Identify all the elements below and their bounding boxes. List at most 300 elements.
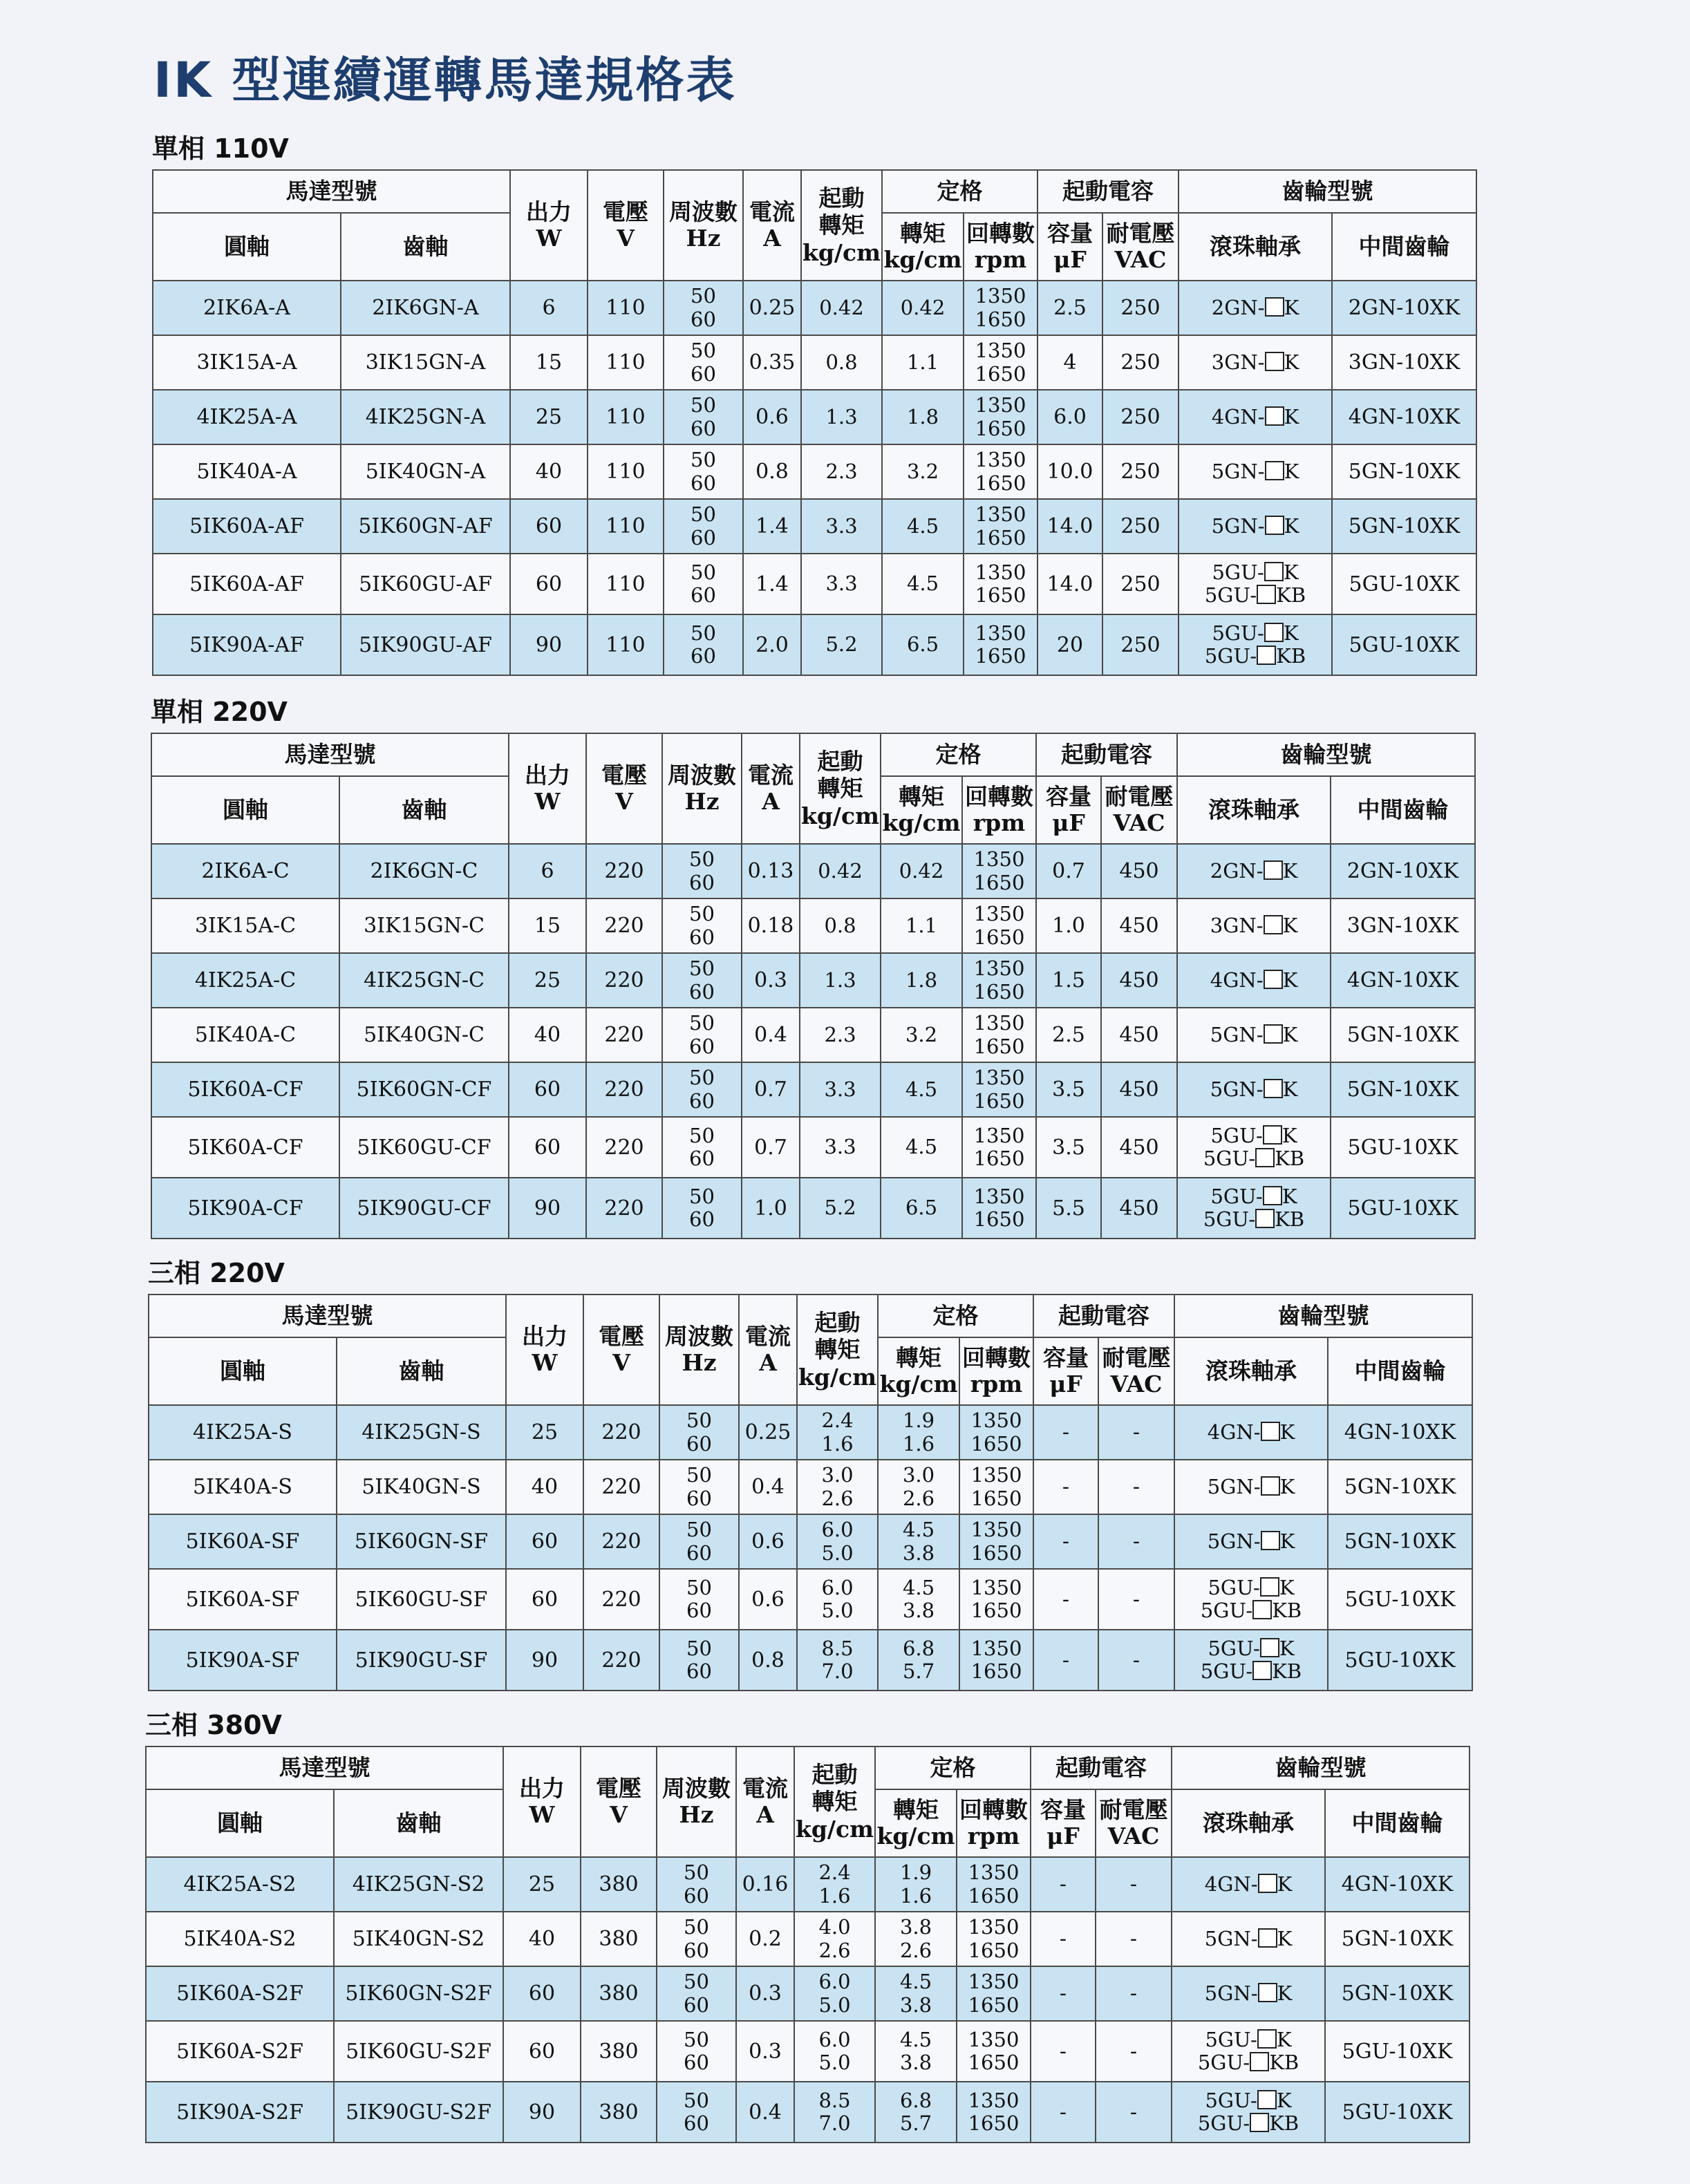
gear-shaft-cell: 4IK25GN-A (341, 390, 510, 444)
withstand-voltage-cell: 250 (1102, 281, 1179, 335)
blank-square-icon (1257, 646, 1276, 665)
blank-square-icon (1264, 915, 1283, 934)
voltage-cell: 380 (581, 1966, 657, 2021)
start-torque-cell: 3.3 (800, 1117, 881, 1178)
round-shaft-cell: 5IK90A-CF (151, 1178, 339, 1239)
gear-shaft-cell: 2IK6GN-C (339, 844, 509, 898)
ball-bearing-cell: 4GN- K (1179, 390, 1332, 444)
header-output: 出力 W (503, 1747, 581, 1857)
capacity-cell: 0.7 (1036, 844, 1101, 898)
output-cell: 90 (506, 1630, 583, 1691)
header-frequency: 周波數 Hz (662, 733, 742, 844)
middle-gear-cell: 5GN-10XK (1328, 1460, 1472, 1514)
start-torque-cell: 2.3 (800, 1008, 881, 1062)
capacity-cell: 3.5 (1036, 1117, 1101, 1178)
voltage-cell: 220 (583, 1514, 659, 1569)
voltage-cell: 110 (588, 554, 664, 614)
speed-cell: 1350 1650 (962, 953, 1036, 1008)
withstand-voltage-cell: 450 (1101, 1008, 1177, 1062)
current-cell: 0.3 (742, 953, 800, 1008)
start-torque-cell: 6.0 5.0 (797, 1514, 878, 1569)
header-ball-bearing: 滾珠軸承 (1174, 1337, 1328, 1405)
output-cell: 90 (503, 2082, 581, 2143)
header-current: 電流 A (743, 170, 801, 281)
middle-gear-cell: 4GN-10XK (1325, 1857, 1470, 1912)
header-speed: 回轉數 rpm (959, 1337, 1033, 1405)
capacity-cell: 3.5 (1036, 1062, 1101, 1117)
section-title: 單相 110V (152, 133, 289, 164)
table-row (146, 1912, 1470, 1966)
output-cell: 60 (503, 2021, 581, 2082)
page-title: IK 型連續運轉馬達規格表 (153, 52, 737, 109)
header-withstand-voltage: 耐電壓 VAC (1101, 776, 1177, 844)
table-body (146, 1857, 1470, 2143)
blank-square-icon (1261, 1476, 1280, 1496)
speed-cell: 1350 1650 (957, 2021, 1031, 2082)
rated-torque-cell: 4.5 (881, 1062, 962, 1117)
middle-gear-cell: 5GN-10XK (1325, 1912, 1470, 1966)
header-withstand-voltage: 耐電壓 VAC (1096, 1789, 1172, 1857)
header-speed: 回轉數 rpm (962, 776, 1036, 844)
withstand-voltage-cell: - (1098, 1569, 1174, 1630)
start-torque-cell: 0.42 (800, 844, 881, 898)
speed-cell: 1350 1650 (962, 1178, 1036, 1239)
current-cell: 0.25 (739, 1405, 797, 1460)
round-shaft-cell: 5IK60A-AF (153, 554, 341, 614)
spec-table (151, 733, 1476, 1239)
round-shaft-cell: 5IK90A-AF (153, 614, 341, 675)
middle-gear-cell: 5GN-10XK (1331, 1008, 1475, 1062)
header-torque: 轉矩 kg/cm (878, 1337, 959, 1405)
ball-bearing-cell: 5GU- K 5GU- KB (1177, 1117, 1331, 1178)
withstand-voltage-cell: - (1098, 1630, 1174, 1691)
header-start-torque: 起動轉矩 kg/cm (801, 170, 882, 281)
current-cell: 0.2 (736, 1912, 794, 1966)
gear-shaft-cell: 5IK60GU-S2F (334, 2021, 503, 2082)
rated-torque-cell: 6.5 (881, 1178, 962, 1239)
capacity-cell: 1.0 (1036, 898, 1101, 953)
capacity-cell: - (1031, 1966, 1096, 2021)
start-torque-cell: 8.5 7.0 (794, 2082, 875, 2143)
capacity-cell: - (1031, 2021, 1096, 2082)
withstand-voltage-cell: - (1096, 2021, 1172, 2082)
blank-square-icon (1263, 1186, 1282, 1205)
header-ball-bearing: 滾珠軸承 (1177, 776, 1331, 844)
header-output: 出力 W (506, 1295, 583, 1405)
blank-square-icon (1252, 1661, 1272, 1680)
header-withstand-voltage: 耐電壓 VAC (1098, 1337, 1174, 1405)
capacity-cell: - (1031, 1912, 1096, 1966)
current-cell: 0.7 (742, 1062, 800, 1117)
ball-bearing-cell: 2GN- K (1177, 844, 1331, 898)
table-row (146, 1857, 1470, 1912)
frequency-cell: 50 60 (664, 390, 743, 444)
header-round-shaft: 圓軸 (149, 1337, 337, 1405)
round-shaft-cell: 5IK60A-SF (149, 1569, 337, 1630)
blank-square-icon (1258, 1874, 1277, 1893)
gear-shaft-cell: 2IK6GN-A (341, 281, 510, 335)
round-shaft-cell: 5IK90A-SF (149, 1630, 337, 1691)
output-cell: 60 (509, 1117, 586, 1178)
header-torque: 轉矩 kg/cm (875, 1789, 957, 1857)
header-capacity: 容量 μF (1031, 1789, 1096, 1857)
withstand-voltage-cell: - (1096, 2082, 1172, 2143)
table-row (149, 1630, 1472, 1691)
gear-shaft-cell: 5IK60GU-SF (337, 1569, 506, 1630)
withstand-voltage-cell: - (1098, 1514, 1174, 1569)
ball-bearing-cell: 5GN- K (1172, 1912, 1325, 1966)
current-cell: 0.4 (739, 1460, 797, 1514)
middle-gear-cell: 3GN-10XK (1332, 335, 1476, 390)
rated-torque-cell: 1.8 (882, 390, 964, 444)
output-cell: 40 (506, 1460, 583, 1514)
header-voltage: 電壓 V (581, 1747, 657, 1857)
withstand-voltage-cell: 450 (1101, 844, 1177, 898)
withstand-voltage-cell: 250 (1102, 335, 1179, 390)
header-frequency: 周波數 Hz (657, 1747, 736, 1857)
ball-bearing-cell: 5GN- K (1172, 1966, 1325, 2021)
start-torque-cell: 3.3 (801, 554, 882, 614)
table-body (149, 1405, 1472, 1691)
output-cell: 15 (510, 335, 588, 390)
current-cell: 0.25 (743, 281, 801, 335)
start-torque-cell: 3.3 (801, 499, 882, 554)
round-shaft-cell: 5IK90A-S2F (146, 2082, 334, 2143)
header-rated: 定格 (878, 1295, 1033, 1337)
gear-shaft-cell: 5IK60GN-S2F (334, 1966, 503, 2021)
round-shaft-cell: 5IK40A-S2 (146, 1912, 334, 1966)
current-cell: 1.4 (743, 554, 801, 614)
gear-shaft-cell: 3IK15GN-C (339, 898, 509, 953)
header-round-shaft: 圓軸 (151, 776, 339, 844)
output-cell: 40 (510, 444, 588, 499)
table-row (149, 1569, 1472, 1630)
current-cell: 0.7 (742, 1117, 800, 1178)
speed-cell: 1350 1650 (959, 1460, 1033, 1514)
table-row (151, 953, 1475, 1008)
frequency-cell: 50 60 (657, 2021, 736, 2082)
table-row (153, 554, 1476, 614)
round-shaft-cell: 2IK6A-A (153, 281, 341, 335)
middle-gear-cell: 5GU-10XK (1331, 1178, 1475, 1239)
voltage-cell: 110 (588, 614, 664, 675)
gear-shaft-cell: 4IK25GN-C (339, 953, 509, 1008)
header-capacity: 容量 μF (1033, 1337, 1098, 1405)
rated-torque-cell: 4.5 (882, 554, 964, 614)
section-title: 單相 220V (151, 697, 288, 727)
round-shaft-cell: 5IK40A-S (149, 1460, 337, 1514)
voltage-cell: 220 (583, 1460, 659, 1514)
round-shaft-cell: 2IK6A-C (151, 844, 339, 898)
section-three-phase-220v (148, 1252, 1473, 1691)
current-cell: 0.8 (739, 1630, 797, 1691)
start-torque-cell: 6.0 5.0 (797, 1569, 878, 1630)
frequency-cell: 50 60 (659, 1405, 739, 1460)
header-torque: 轉矩 kg/cm (881, 776, 962, 844)
gear-shaft-cell: 5IK40GN-S (337, 1460, 506, 1514)
current-cell: 0.13 (742, 844, 800, 898)
speed-cell: 1350 1650 (957, 2082, 1031, 2143)
middle-gear-cell: 5GN-10XK (1332, 499, 1476, 554)
output-cell: 60 (506, 1569, 583, 1630)
output-cell: 60 (506, 1514, 583, 1569)
speed-cell: 1350 1650 (959, 1630, 1033, 1691)
capacity-cell: - (1033, 1569, 1098, 1630)
table-row (151, 898, 1475, 953)
withstand-voltage-cell: 250 (1102, 444, 1179, 499)
header-current: 電流 A (739, 1295, 797, 1405)
voltage-cell: 220 (586, 1117, 662, 1178)
middle-gear-cell: 2GN-10XK (1332, 281, 1476, 335)
output-cell: 25 (510, 390, 588, 444)
voltage-cell: 220 (586, 953, 662, 1008)
middle-gear-cell: 5GU-10XK (1328, 1630, 1472, 1691)
capacity-cell: 20 (1038, 614, 1102, 675)
round-shaft-cell: 4IK25A-S (149, 1405, 337, 1460)
speed-cell: 1350 1650 (957, 1857, 1031, 1912)
start-torque-cell: 0.8 (801, 335, 882, 390)
gear-shaft-cell: 4IK25GN-S2 (334, 1857, 503, 1912)
ball-bearing-cell: 4GN- K (1177, 953, 1331, 1008)
withstand-voltage-cell: 450 (1101, 1062, 1177, 1117)
frequency-cell: 50 60 (657, 1912, 736, 1966)
start-torque-cell: 8.5 7.0 (797, 1630, 878, 1691)
middle-gear-cell: 3GN-10XK (1331, 898, 1475, 953)
table-row (149, 1460, 1472, 1514)
rated-torque-cell: 3.2 (881, 1008, 962, 1062)
speed-cell: 1350 1650 (962, 898, 1036, 953)
frequency-cell: 50 60 (659, 1569, 739, 1630)
header-gear-shaft: 齒軸 (341, 213, 510, 281)
ball-bearing-cell: 3GN- K (1177, 898, 1331, 953)
rated-torque-cell: 1.9 1.6 (878, 1405, 959, 1460)
blank-square-icon (1264, 562, 1284, 581)
middle-gear-cell: 5GU-10XK (1328, 1569, 1472, 1630)
withstand-voltage-cell: 250 (1102, 554, 1179, 614)
blank-square-icon (1264, 970, 1283, 989)
rated-torque-cell: 0.42 (881, 844, 962, 898)
gear-shaft-cell: 3IK15GN-A (341, 335, 510, 390)
speed-cell: 1350 1650 (959, 1514, 1033, 1569)
ball-bearing-cell: 2GN- K (1179, 281, 1332, 335)
current-cell: 0.6 (743, 390, 801, 444)
capacity-cell: - (1033, 1514, 1098, 1569)
gear-shaft-cell: 4IK25GN-S (337, 1405, 506, 1460)
table-body (153, 281, 1476, 675)
section-single-phase-220v (151, 691, 1476, 1239)
header-current: 電流 A (742, 733, 800, 844)
gear-shaft-cell: 5IK60GU-CF (339, 1117, 509, 1178)
middle-gear-cell: 5GU-10XK (1325, 2021, 1470, 2082)
withstand-voltage-cell: 450 (1101, 1178, 1177, 1239)
frequency-cell: 50 60 (662, 1117, 742, 1178)
blank-square-icon (1263, 1125, 1282, 1145)
frequency-cell: 50 60 (662, 1178, 742, 1239)
rated-torque-cell: 4.5 (881, 1117, 962, 1178)
table-row (151, 1008, 1475, 1062)
output-cell: 60 (510, 554, 588, 614)
capacity-cell: 2.5 (1038, 281, 1102, 335)
table-row (153, 499, 1476, 554)
blank-square-icon (1264, 623, 1284, 642)
speed-cell: 1350 1650 (962, 1008, 1036, 1062)
ball-bearing-cell: 5GN- K (1177, 1062, 1331, 1117)
round-shaft-cell: 4IK25A-C (151, 953, 339, 1008)
rated-torque-cell: 6.8 5.7 (875, 2082, 957, 2143)
blank-square-icon (1257, 2029, 1277, 2049)
rated-torque-cell: 1.1 (882, 335, 964, 390)
header-capacity: 容量 μF (1036, 776, 1101, 844)
section-title: 三相 220V (148, 1258, 285, 1288)
header-round-shaft: 圓軸 (153, 213, 341, 281)
gear-shaft-cell: 5IK60GN-SF (337, 1514, 506, 1569)
header-gear-model: 齒輪型號 (1177, 733, 1475, 776)
blank-square-icon (1265, 461, 1284, 480)
ball-bearing-cell: 5GN- K (1179, 444, 1332, 499)
current-cell: 0.35 (743, 335, 801, 390)
start-torque-cell: 6.0 5.0 (794, 2021, 875, 2082)
middle-gear-cell: 5GU-10XK (1325, 2082, 1470, 2143)
header-gear-shaft: 齒軸 (337, 1337, 506, 1405)
header-capacity: 容量 μF (1038, 213, 1102, 281)
speed-cell: 1350 1650 (964, 554, 1038, 614)
table-row (151, 1178, 1475, 1239)
frequency-cell: 50 60 (657, 2082, 736, 2143)
current-cell: 0.4 (742, 1008, 800, 1062)
output-cell: 40 (509, 1008, 586, 1062)
output-cell: 90 (510, 614, 588, 675)
voltage-cell: 220 (586, 898, 662, 953)
gear-shaft-cell: 5IK40GN-C (339, 1008, 509, 1062)
withstand-voltage-cell: 450 (1101, 1117, 1177, 1178)
speed-cell: 1350 1650 (962, 844, 1036, 898)
header-current: 電流 A (736, 1747, 794, 1857)
capacity-cell: 5.5 (1036, 1178, 1101, 1239)
start-torque-cell: 2.4 1.6 (794, 1857, 875, 1912)
voltage-cell: 380 (581, 2082, 657, 2143)
round-shaft-cell: 4IK25A-A (153, 390, 341, 444)
ball-bearing-cell: 5GN- K (1177, 1008, 1331, 1062)
frequency-cell: 50 60 (664, 444, 743, 499)
withstand-voltage-cell: - (1098, 1405, 1174, 1460)
speed-cell: 1350 1650 (957, 1966, 1031, 2021)
start-torque-cell: 1.3 (800, 953, 881, 1008)
frequency-cell: 50 60 (659, 1460, 739, 1514)
round-shaft-cell: 5IK60A-CF (151, 1117, 339, 1178)
ball-bearing-cell: 4GN- K (1174, 1405, 1328, 1460)
section-three-phase-380v (145, 1704, 1470, 2143)
table-row (149, 1514, 1472, 1569)
voltage-cell: 220 (583, 1630, 659, 1691)
capacity-cell: 14.0 (1038, 499, 1102, 554)
round-shaft-cell: 4IK25A-S2 (146, 1857, 334, 1912)
middle-gear-cell: 5GU-10XK (1332, 614, 1476, 675)
rated-torque-cell: 1.9 1.6 (875, 1857, 957, 1912)
blank-square-icon (1252, 1600, 1272, 1619)
header-start-torque: 起動轉矩 kg/cm (797, 1295, 878, 1405)
output-cell: 90 (509, 1178, 586, 1239)
header-gear-shaft: 齒軸 (334, 1789, 503, 1857)
frequency-cell: 50 60 (662, 953, 742, 1008)
middle-gear-cell: 2GN-10XK (1331, 844, 1475, 898)
rated-torque-cell: 1.1 (881, 898, 962, 953)
speed-cell: 1350 1650 (962, 1117, 1036, 1178)
current-cell: 0.3 (736, 2021, 794, 2082)
current-cell: 0.4 (736, 2082, 794, 2143)
blank-square-icon (1265, 406, 1284, 426)
blank-square-icon (1264, 860, 1283, 880)
gear-shaft-cell: 5IK40GN-S2 (334, 1912, 503, 1966)
header-middle-gear: 中間齒輪 (1325, 1789, 1470, 1857)
header-gear-model: 齒輪型號 (1172, 1747, 1470, 1789)
rated-torque-cell: 3.2 (882, 444, 964, 499)
gear-shaft-cell: 5IK90GU-SF (337, 1630, 506, 1691)
table-row (153, 390, 1476, 444)
frequency-cell: 50 60 (664, 554, 743, 614)
ball-bearing-cell: 4GN- K (1172, 1857, 1325, 1912)
output-cell: 25 (503, 1857, 581, 1912)
blank-square-icon (1264, 1079, 1283, 1098)
middle-gear-cell: 5GN-10XK (1332, 444, 1476, 499)
table-row (149, 1405, 1472, 1460)
header-torque: 轉矩 kg/cm (882, 213, 964, 281)
blank-square-icon (1257, 585, 1276, 604)
capacity-cell: 1.5 (1036, 953, 1101, 1008)
output-cell: 60 (503, 1966, 581, 2021)
start-torque-cell: 2.3 (801, 444, 882, 499)
header-middle-gear: 中間齒輪 (1328, 1337, 1472, 1405)
header-voltage: 電壓 V (583, 1295, 659, 1405)
output-cell: 60 (509, 1062, 586, 1117)
header-speed: 回轉數 rpm (957, 1789, 1031, 1857)
capacity-cell: 2.5 (1036, 1008, 1101, 1062)
frequency-cell: 50 60 (657, 1966, 736, 2021)
capacity-cell: - (1031, 1857, 1096, 1912)
speed-cell: 1350 1650 (964, 444, 1038, 499)
capacity-cell: - (1033, 1630, 1098, 1691)
voltage-cell: 110 (588, 444, 664, 499)
section-title: 三相 380V (145, 1710, 282, 1740)
round-shaft-cell: 5IK60A-CF (151, 1062, 339, 1117)
frequency-cell: 50 60 (659, 1630, 739, 1691)
voltage-cell: 380 (581, 2021, 657, 2082)
speed-cell: 1350 1650 (962, 1062, 1036, 1117)
voltage-cell: 110 (588, 499, 664, 554)
frequency-cell: 50 60 (664, 499, 743, 554)
ball-bearing-cell: 5GU- K 5GU- KB (1177, 1178, 1331, 1239)
capacity-cell: 4 (1038, 335, 1102, 390)
speed-cell: 1350 1650 (964, 614, 1038, 675)
header-round-shaft: 圓軸 (146, 1789, 334, 1857)
output-cell: 60 (510, 499, 588, 554)
header-start-torque: 起動轉矩 kg/cm (794, 1747, 875, 1857)
start-torque-cell: 3.3 (800, 1062, 881, 1117)
speed-cell: 1350 1650 (959, 1405, 1033, 1460)
header-capacitor: 起動電容 (1033, 1295, 1174, 1337)
spec-table (152, 169, 1477, 676)
round-shaft-cell: 3IK15A-C (151, 898, 339, 953)
header-middle-gear: 中間齒輪 (1331, 776, 1475, 844)
voltage-cell: 220 (583, 1569, 659, 1630)
rated-torque-cell: 6.8 5.7 (878, 1630, 959, 1691)
table-row (153, 281, 1476, 335)
voltage-cell: 220 (586, 1008, 662, 1062)
withstand-voltage-cell: 450 (1101, 898, 1177, 953)
voltage-cell: 220 (583, 1405, 659, 1460)
output-cell: 25 (506, 1405, 583, 1460)
frequency-cell: 50 60 (664, 614, 743, 675)
frequency-cell: 50 60 (664, 335, 743, 390)
